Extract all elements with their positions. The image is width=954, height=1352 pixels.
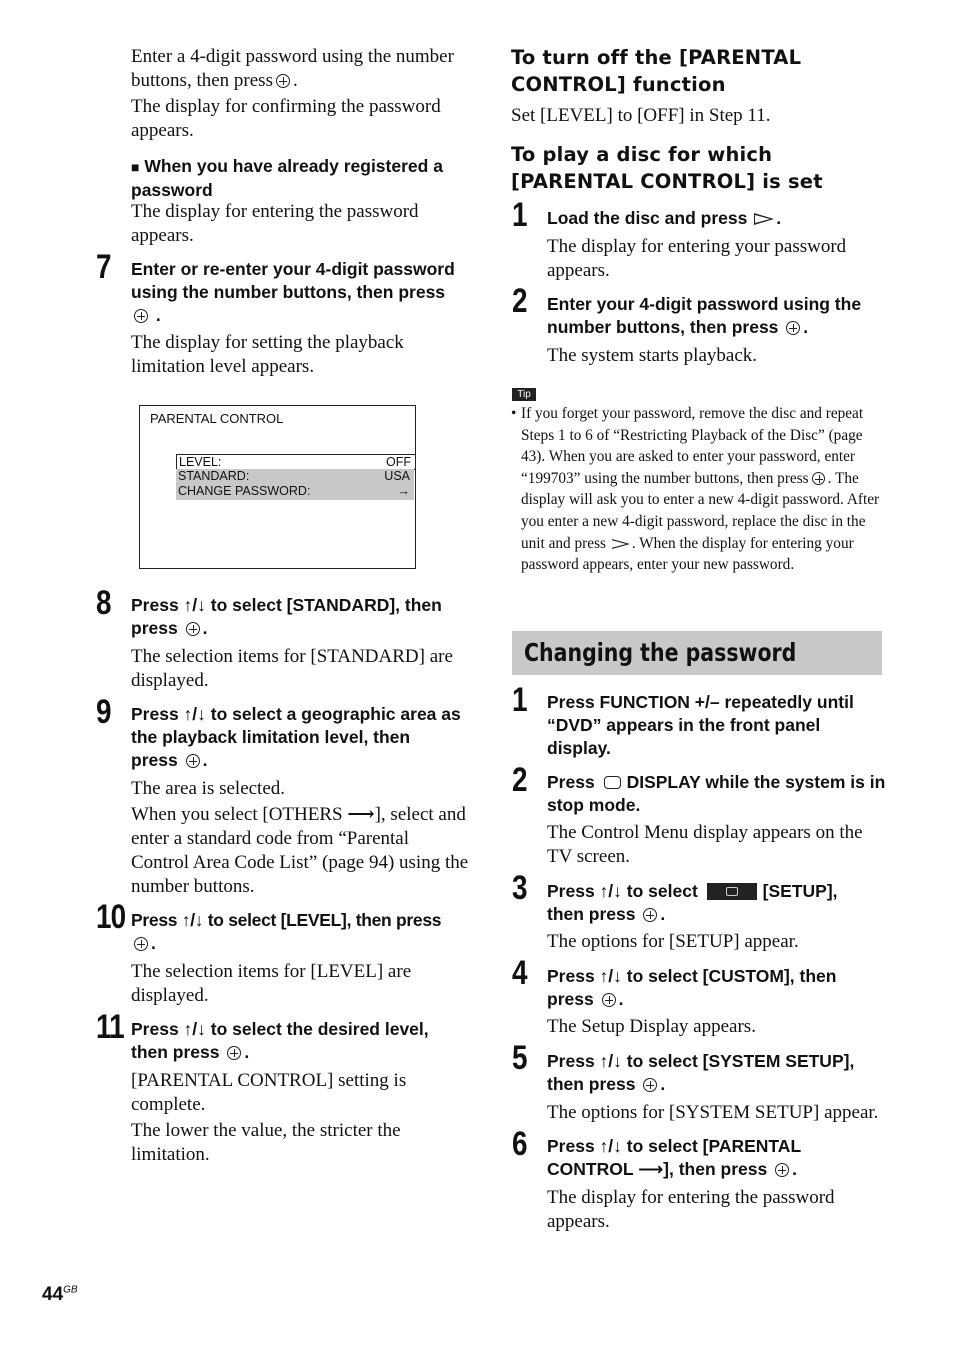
enter-button-icon (775, 1163, 789, 1177)
confirm-text: The display for confirming the password appears. (131, 96, 441, 141)
step-11-body-1: [PARENTAL CONTROL] setting is complete. (131, 1070, 407, 1115)
enter-button-icon (186, 754, 200, 768)
step-9-body-2b: ], select and enter a standard code from “Parental Control Area Code List” (page 94) using the number buttons. (131, 804, 469, 897)
change-step-3-number: 3 (512, 869, 527, 907)
right-arrow-icon: ⟶ (347, 804, 375, 825)
display-button-icon (604, 776, 621, 789)
enter-button-icon (812, 472, 825, 485)
change-step-6-body: The display for entering the password appears. (547, 1187, 835, 1232)
step-9-body-1: The area is selected. (131, 778, 286, 799)
registered-heading-text: When you have already registered a password (131, 156, 443, 200)
change-step-6-heading-b: CONTROL (547, 1159, 634, 1179)
play-step-1-body: The display for entering your password appears. (547, 236, 847, 281)
change-step-3-body: The options for [SETUP] appear. (547, 931, 799, 952)
step-7-number: 7 (96, 248, 111, 286)
change-step-6-heading-a: Press ↑/↓ to select [PARENTAL (547, 1136, 802, 1156)
step-9-number: 9 (96, 693, 111, 731)
step-10-body: The selection items for [LEVEL] are displayed. (131, 961, 412, 1006)
change-step-5-heading-b: then press (547, 1074, 636, 1094)
intro-text: Enter a 4-digit password using the number buttons, then press (131, 46, 454, 91)
change-step-3-heading-c: then press (547, 904, 636, 924)
change-step-4-number: 4 (512, 954, 527, 992)
page-number-value: 44 (42, 1284, 64, 1305)
osd-arrow-icon: → (397, 484, 410, 498)
osd-key: STANDARD: (178, 469, 250, 483)
step-7-heading: Enter or re-enter your 4-digit password using the number buttons, then press . (131, 259, 455, 325)
change-step-4-heading: Press ↑/↓ to select [CUSTOM], then press . (547, 966, 837, 1009)
change-step-6-heading-c: ], then press (663, 1159, 768, 1179)
osd-row-level (176, 454, 416, 470)
enter-button-icon (643, 1078, 657, 1092)
section-banner (512, 631, 882, 675)
step-11-heading: Press ↑/↓ to select the desired level, then press . (131, 1019, 429, 1062)
enter-button-icon (186, 622, 200, 636)
step-8-heading-a: Press ↑/↓ to select [STANDARD], then (131, 595, 442, 615)
change-step-5-heading-a: Press ↑/↓ to select [SYSTEM SETUP], (547, 1051, 855, 1071)
turn-off-heading: To turn off the [PARENTAL CONTROL] function (511, 46, 802, 96)
enter-button-icon (602, 993, 616, 1007)
play-step-2-body: The system starts playback. (547, 345, 758, 366)
step-11-body-2: The lower the value, the stricter the limitation. (131, 1120, 401, 1165)
intro-paragraph (131, 45, 471, 93)
parental-control-osd (139, 405, 416, 569)
change-step-2-heading (547, 771, 887, 817)
step-10-number: 10 (96, 898, 126, 936)
play-step-1-number: 1 (512, 196, 527, 234)
play-disc-heading: To play a disc for which [PARENTAL CONTROL] is set (511, 143, 823, 193)
change-step-2-heading-b: DISPLAY while the system is in stop mode. (547, 772, 886, 815)
setup-toolbox-icon (707, 883, 757, 900)
step-11-heading-b: then press (131, 1042, 220, 1062)
enter-button-icon (276, 74, 290, 88)
page-number (42, 1284, 78, 1306)
osd-title: PARENTAL CONTROL (150, 411, 284, 426)
step-7-body: The display for setting the playback limitation level appears. (131, 332, 404, 377)
play-button-icon (612, 539, 630, 549)
change-step-6-number: 6 (512, 1125, 527, 1163)
change-step-1-heading: Press FUNCTION +/– repeatedly until “DVD” appears in the front panel display. (547, 692, 854, 758)
step-8-body: The selection items for [STANDARD] are displayed. (131, 646, 453, 691)
step-9-body-2 (131, 803, 471, 899)
step-8-heading-b: press (131, 618, 178, 638)
change-step-6-heading: Press ↑/↓ to select [PARENTAL CONTROL ⟶], then press . (547, 1136, 802, 1179)
play-step-2-heading: Enter your 4-digit password using the number buttons, then press . (547, 294, 862, 337)
enter-button-icon (134, 309, 148, 323)
enter-button-icon (227, 1046, 241, 1060)
enter-button-icon (643, 908, 657, 922)
change-step-3-heading: Press ↑/↓ to select [SETUP], then press . (547, 881, 838, 924)
play-step-1-heading: Load the disc and press . (547, 208, 782, 228)
tip-part-a: If you forget your password, remove the disc and repeat Steps 1 to 6 of “Restricting Playback of the Disc” (page 43). When you are asked to enter your password, enter “199703” using the number buttons, then press (521, 405, 864, 487)
step-9-body-2a: When you select [OTHERS (131, 804, 343, 825)
turn-off-body: Set [LEVEL] to [OFF] in Step 11. (511, 105, 771, 126)
intro-end: . (292, 70, 298, 91)
play-step-1-heading-text: Load the disc and press (547, 208, 748, 228)
osd-value: USA (384, 469, 410, 483)
page-number-suffix: GB (63, 1284, 78, 1296)
tip-part-c: . When the display for entering your password appears, enter your new password. (521, 534, 854, 574)
osd-row-change-password (176, 484, 414, 499)
enter-button-icon (134, 937, 148, 951)
change-step-5-number: 5 (512, 1039, 527, 1077)
change-step-5-heading: Press ↑/↓ to select [SYSTEM SETUP], then press . (547, 1051, 855, 1094)
osd-key: LEVEL: (179, 455, 222, 469)
change-step-3-heading-b: [SETUP], (762, 881, 838, 901)
play-step-2-heading-a: Enter your 4-digit password using the (547, 294, 862, 314)
play-step-2-number: 2 (512, 282, 527, 320)
step-11-heading-a: Press ↑/↓ to select the desired level, (131, 1019, 429, 1039)
registered-body: The display for entering the password appears. (131, 201, 419, 246)
step-8-heading: Press ↑/↓ to select [STANDARD], then press . (131, 595, 442, 638)
osd-row-standard (176, 469, 414, 484)
osd-key: CHANGE PASSWORD: (178, 484, 311, 498)
change-step-4-heading-b: press (547, 989, 594, 1009)
step-10-heading: Press ↑/↓ to select [LEVEL], then press . (131, 910, 442, 953)
change-step-1-number: 1 (512, 681, 527, 719)
step-11-number: 11 (96, 1008, 124, 1046)
tip-badge: Tip (512, 388, 536, 401)
tip-bullet: • (511, 405, 517, 422)
step-8-number: 8 (96, 584, 111, 622)
change-step-2-body: The Control Menu display appears on the TV screen. (547, 822, 863, 867)
right-arrow-icon: ⟶ (638, 1159, 664, 1179)
tip-part-b: . The display will ask you to enter a new 4-digit password. After you enter a new 4-digit password, replace the disc in the unit and press (521, 469, 880, 552)
change-step-3-heading-a: Press ↑/↓ to select (547, 881, 698, 901)
change-step-5-body: The options for [SYSTEM SETUP] appear. (547, 1102, 879, 1123)
change-step-2-heading-a: Press (547, 772, 595, 792)
step-9-heading: Press ↑/↓ to select a geographic area as the playback limitation level, then press . (131, 704, 461, 770)
tip-text (511, 403, 883, 576)
step-7-heading-text: Enter or re-enter your 4-digit password using the number buttons, then press (131, 259, 455, 302)
step-10-heading-text: Press ↑/↓ to select [LEVEL], then press (131, 910, 442, 930)
play-button-icon (754, 213, 774, 225)
step-9-heading-a: Press ↑/↓ to select a geographic area as the playback limitation level, then (131, 704, 461, 747)
square-bullet-icon: ■ (131, 159, 140, 175)
change-step-4-heading-a: Press ↑/↓ to select [CUSTOM], then (547, 966, 837, 986)
section-title: Changing the password (524, 638, 797, 667)
enter-button-icon (786, 321, 800, 335)
osd-value: OFF (386, 455, 411, 469)
change-step-4-body: The Setup Display appears. (547, 1016, 756, 1037)
step-9-heading-b: press (131, 750, 178, 770)
change-step-2-number: 2 (512, 761, 527, 799)
play-step-2-heading-b: number buttons, then press (547, 317, 779, 337)
registered-heading (131, 155, 471, 202)
